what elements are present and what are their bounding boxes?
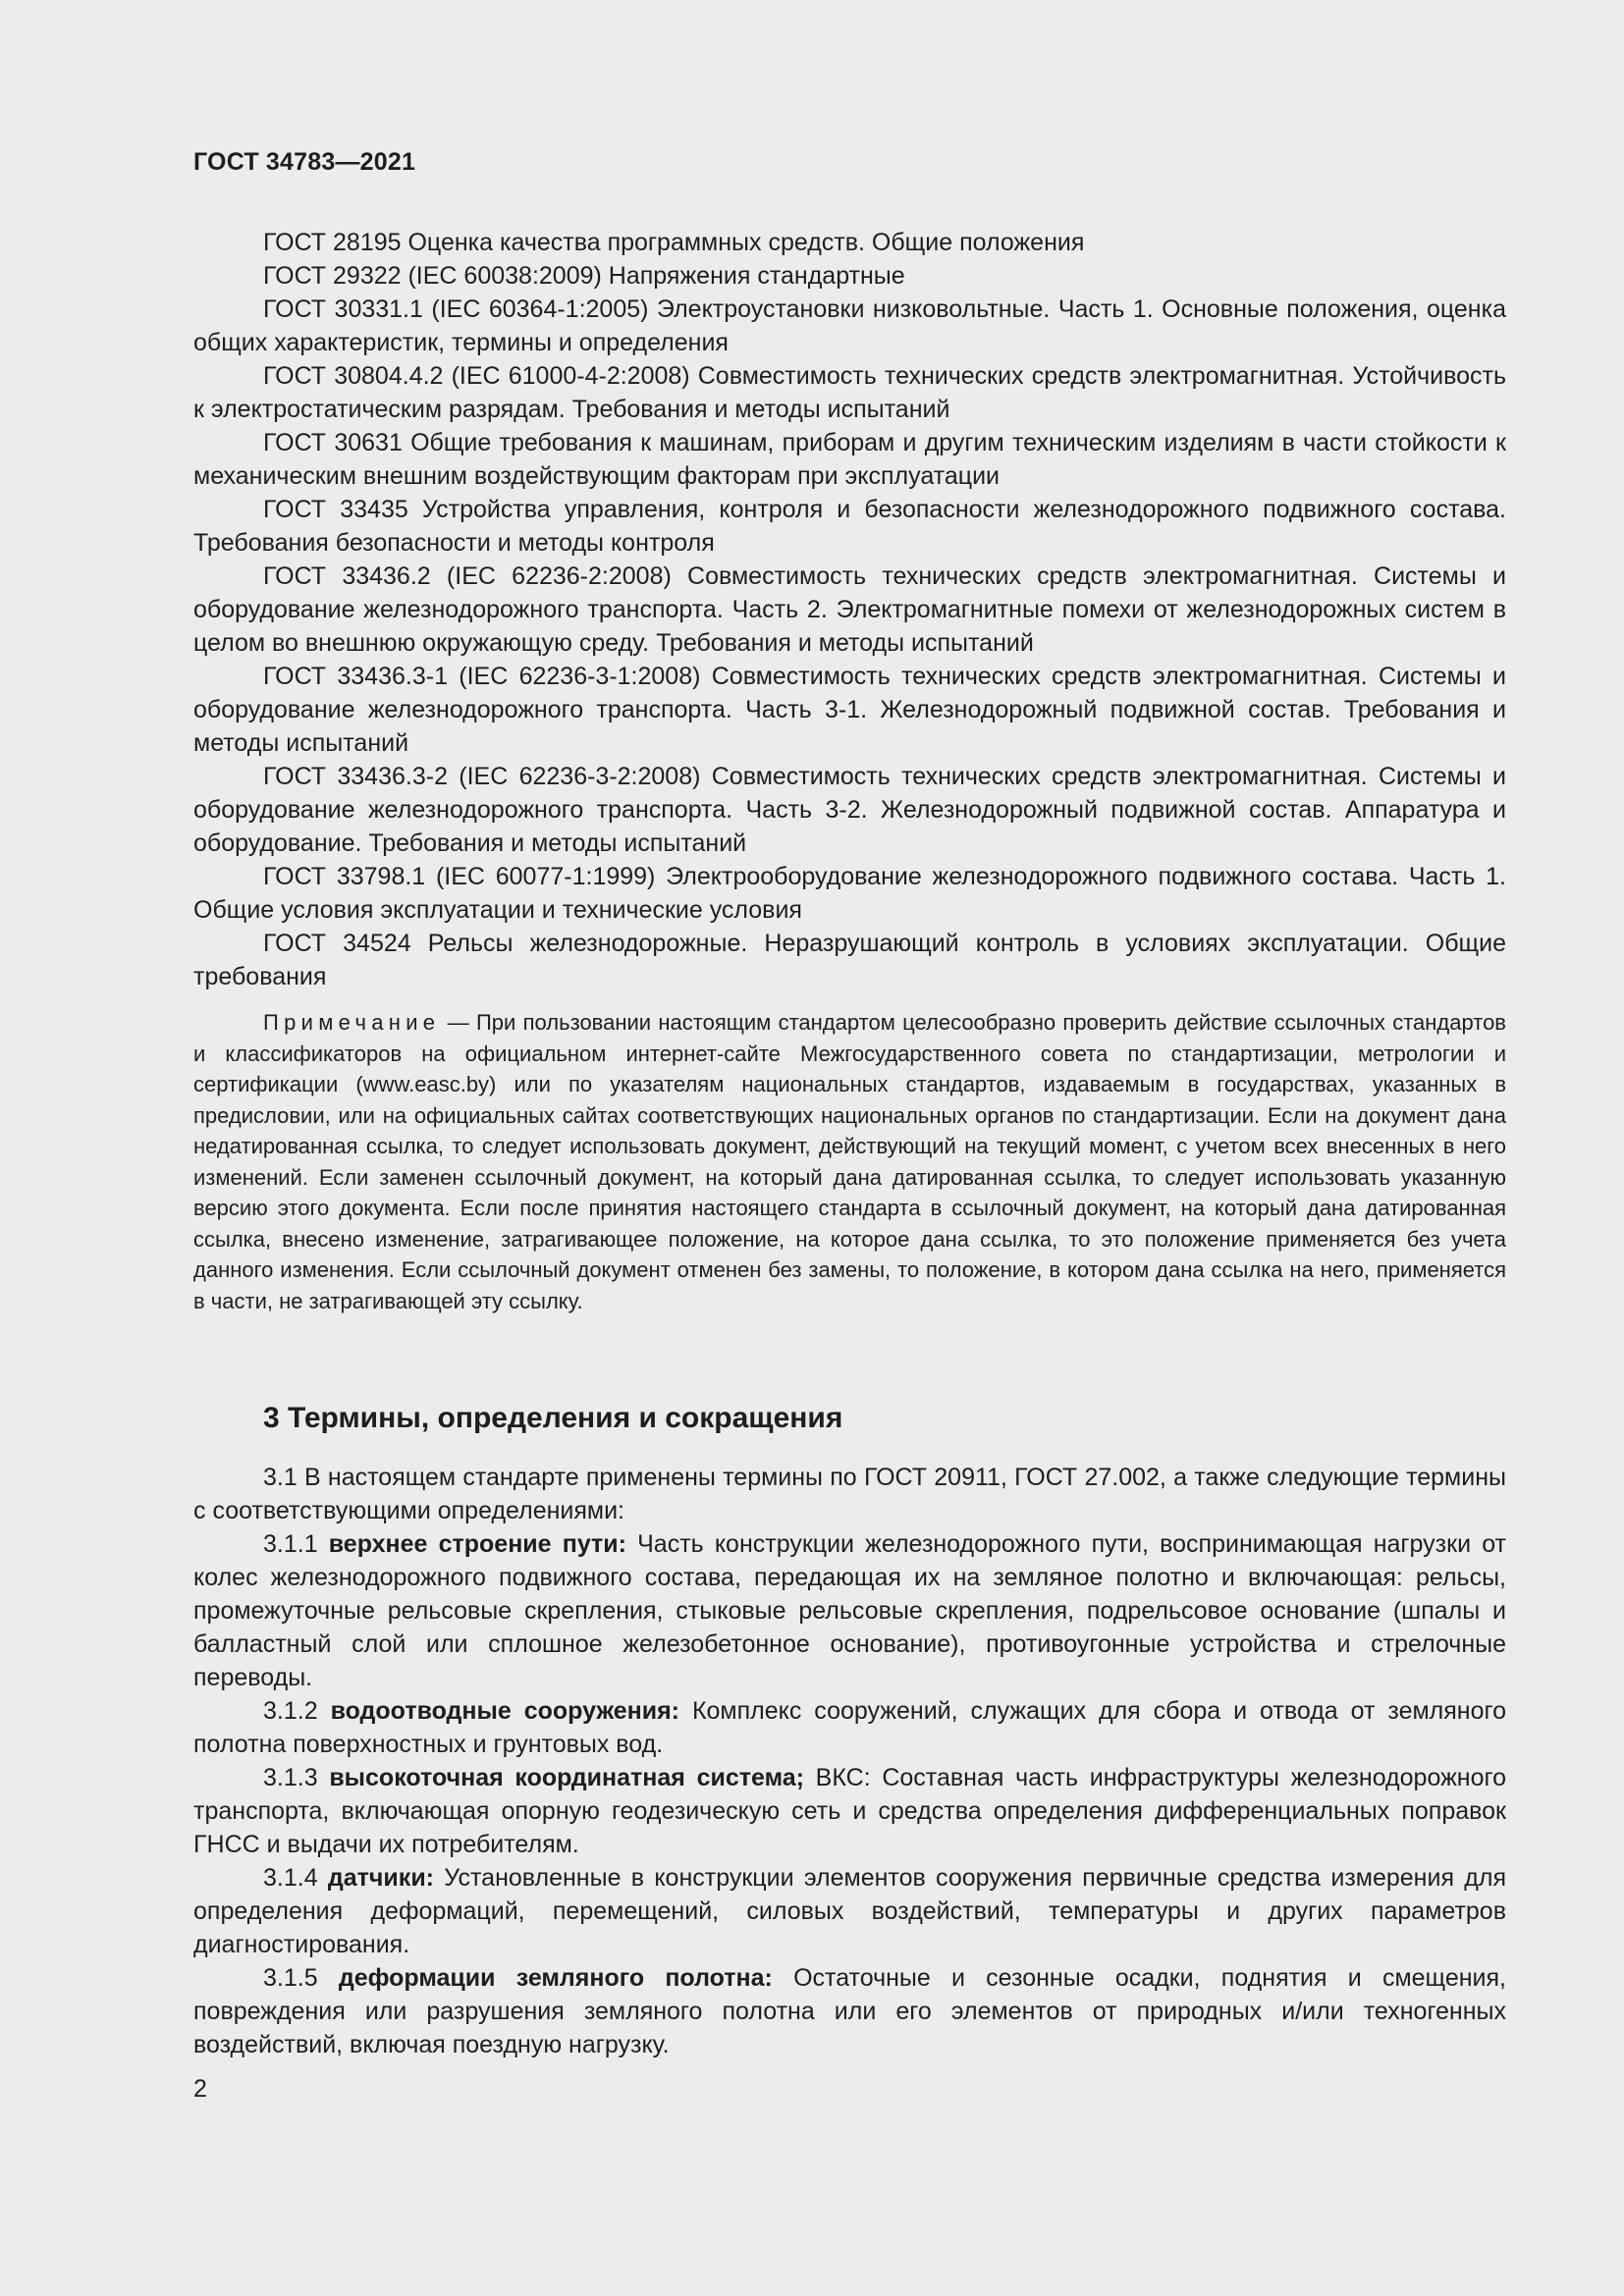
reference-item: ГОСТ 33436.3-1 (IEC 62236-3-1:2008) Совместимость технических средств электромагнитная. Системы и оборудование железнодорожного транспорта. Часть 3-1. Железнодорожный подвижной состав. Требования и методы испытаний [193, 663, 1506, 757]
term-name: деформации земляного полотна: [338, 1964, 773, 1992]
term-definition: Установленные в конструкции элементов сооружения первичные средства измерения для определения деформаций, перемещений, силовых воздействий, температуры и других параметров диагностирования. [193, 1864, 1506, 1958]
term-name: водоотводные сооружения: [330, 1697, 679, 1725]
page-number: 2 [193, 2075, 207, 2103]
term-entry [193, 1761, 1506, 1861]
note-text: — При пользовании настоящим стандартом целесообразно проверить действие ссылочных стандартов и классификаторов на официальном интернет-сайте Межгосударственного совета по стандартизации, метрологии и сертификации (www.easc.by) или по указателям национальных стандартов, издаваемым в государствах, указанных в предисловии, или на официальных сайтах соответствующих национальных органов по стандартизации. Если на документ дана недатированная ссылка, то следует использовать документ, действующий на текущий момент, с учетом всех внесенных в него изменений. Если заменен ссылочный документ, на который дана датированная ссылка, то следует использовать указанную версию этого документа. Если после принятия настоящего стандарта в ссылочный документ, на который дана датированная ссылка, внесено изменение, затрагивающее положение, на которое дана ссылка, то это положение применяется без учета данного изменения. Если ссылочный документ отменен без замены, то положение, в котором дана ссылка на него, применяется в части, не затрагивающей эту ссылку. [193, 1010, 1506, 1313]
reference-item: ГОСТ 30804.4.2 (IEC 61000-4-2:2008) Совместимость технических средств электромагнитная. Устойчивость к электростатическим разрядам. Требования и методы испытаний [193, 362, 1506, 423]
terms-intro: 3.1 В настоящем стандарте применены термины по ГОСТ 20911, ГОСТ 27.002, а также следующие термины с соответствующими определениями: [193, 1464, 1506, 1524]
note-block [193, 1007, 1506, 1316]
term-number: 3.1.3 [263, 1764, 330, 1791]
term-number: 3.1.4 [263, 1864, 328, 1892]
section-title: 3 Термины, определения и сокращения [263, 1402, 843, 1434]
term-entry [193, 1694, 1506, 1761]
note-paragraph [193, 1007, 1506, 1316]
reference-item: ГОСТ 29322 (IEC 60038:2009) Напряжения стандартные [263, 262, 905, 290]
document-header: ГОСТ 34783—2021 [193, 148, 416, 176]
term-name: датчики: [327, 1864, 435, 1892]
term-number: 3.1.5 [263, 1964, 339, 1992]
reference-item: ГОСТ 30631 Общие требования к машинам, приборам и другим техническим изделиям в части стойкости к механическим внешним воздействующим факторам при эксплуатации [193, 429, 1506, 490]
terms-section [193, 1461, 1506, 2061]
term-definition: ВКС: Составная часть инфраструктуры железнодорожного транспорта, включающая опорную геодезическую сеть и средства определения дифференциальных поправок ГНСС и выдачи их потребителям. [193, 1764, 1506, 1858]
normative-references [193, 226, 1506, 993]
reference-item: ГОСТ 34524 Рельсы железнодорожные. Неразрушающий контроль в условиях эксплуатации. Общие требования [193, 930, 1506, 990]
term-definition: Комплекс сооружений, служащих для сбора и отвода от земляного полотна поверхностных и грунтовых вод. [193, 1697, 1506, 1758]
reference-item: ГОСТ 28195 Оценка качества программных средств. Общие положения [263, 229, 1085, 256]
reference-item: ГОСТ 33798.1 (IEC 60077-1:1999) Электрооборудование железнодорожного подвижного состава. Часть 1. Общие условия эксплуатации и технические условия [193, 863, 1506, 924]
term-definition: Часть конструкции железнодорожного пути, воспринимающая нагрузки от колес железнодорожного подвижного состава, передающая их на земляное полотно и включающая: рельсы, промежуточные рельсовые скрепления, стыковые рельсовые скрепления, подрельсовое основание (шпалы и балластный слой или сплошное железобетонное основание), противоугонные устройства и стрелочные переводы. [193, 1530, 1506, 1691]
reference-item: ГОСТ 33436.2 (IEC 62236-2:2008) Совместимость технических средств электромагнитная. Системы и оборудование железнодорожного транспорта. Часть 2. Электромагнитные помехи от железнодорожных систем в целом во внешнюю окружающую среду. Требования и методы испытаний [193, 562, 1506, 657]
term-number: 3.1.1 [263, 1530, 329, 1558]
note-label: Примечание [263, 1010, 441, 1035]
reference-item: ГОСТ 30331.1 (IEC 60364-1:2005) Электроустановки низковольтные. Часть 1. Основные положения, оценка общих характеристик, термины и определения [193, 295, 1506, 356]
term-number: 3.1.2 [263, 1697, 331, 1725]
term-entry [193, 1527, 1506, 1694]
term-entry [193, 1961, 1506, 2061]
term-name: верхнее строение пути: [328, 1530, 626, 1558]
term-definition: Остаточные и сезонные осадки, поднятия и смещения, повреждения или разрушения земляного полотна или его элементов от природных и/или техногенных воздействий, включая поездную нагрузку. [193, 1964, 1506, 2058]
reference-item: ГОСТ 33435 Устройства управления, контроля и безопасности железнодорожного подвижного состава. Требования безопасности и методы контроля [193, 496, 1506, 557]
reference-item: ГОСТ 33436.3-2 (IEC 62236-3-2:2008) Совместимость технических средств электромагнитная. Системы и оборудование железнодорожного транспорта. Часть 3-2. Железнодорожный подвижной состав. Аппаратура и оборудование. Требования и методы испытаний [193, 763, 1506, 857]
term-entry [193, 1861, 1506, 1961]
term-name: высокоточная координатная система; [329, 1764, 804, 1791]
